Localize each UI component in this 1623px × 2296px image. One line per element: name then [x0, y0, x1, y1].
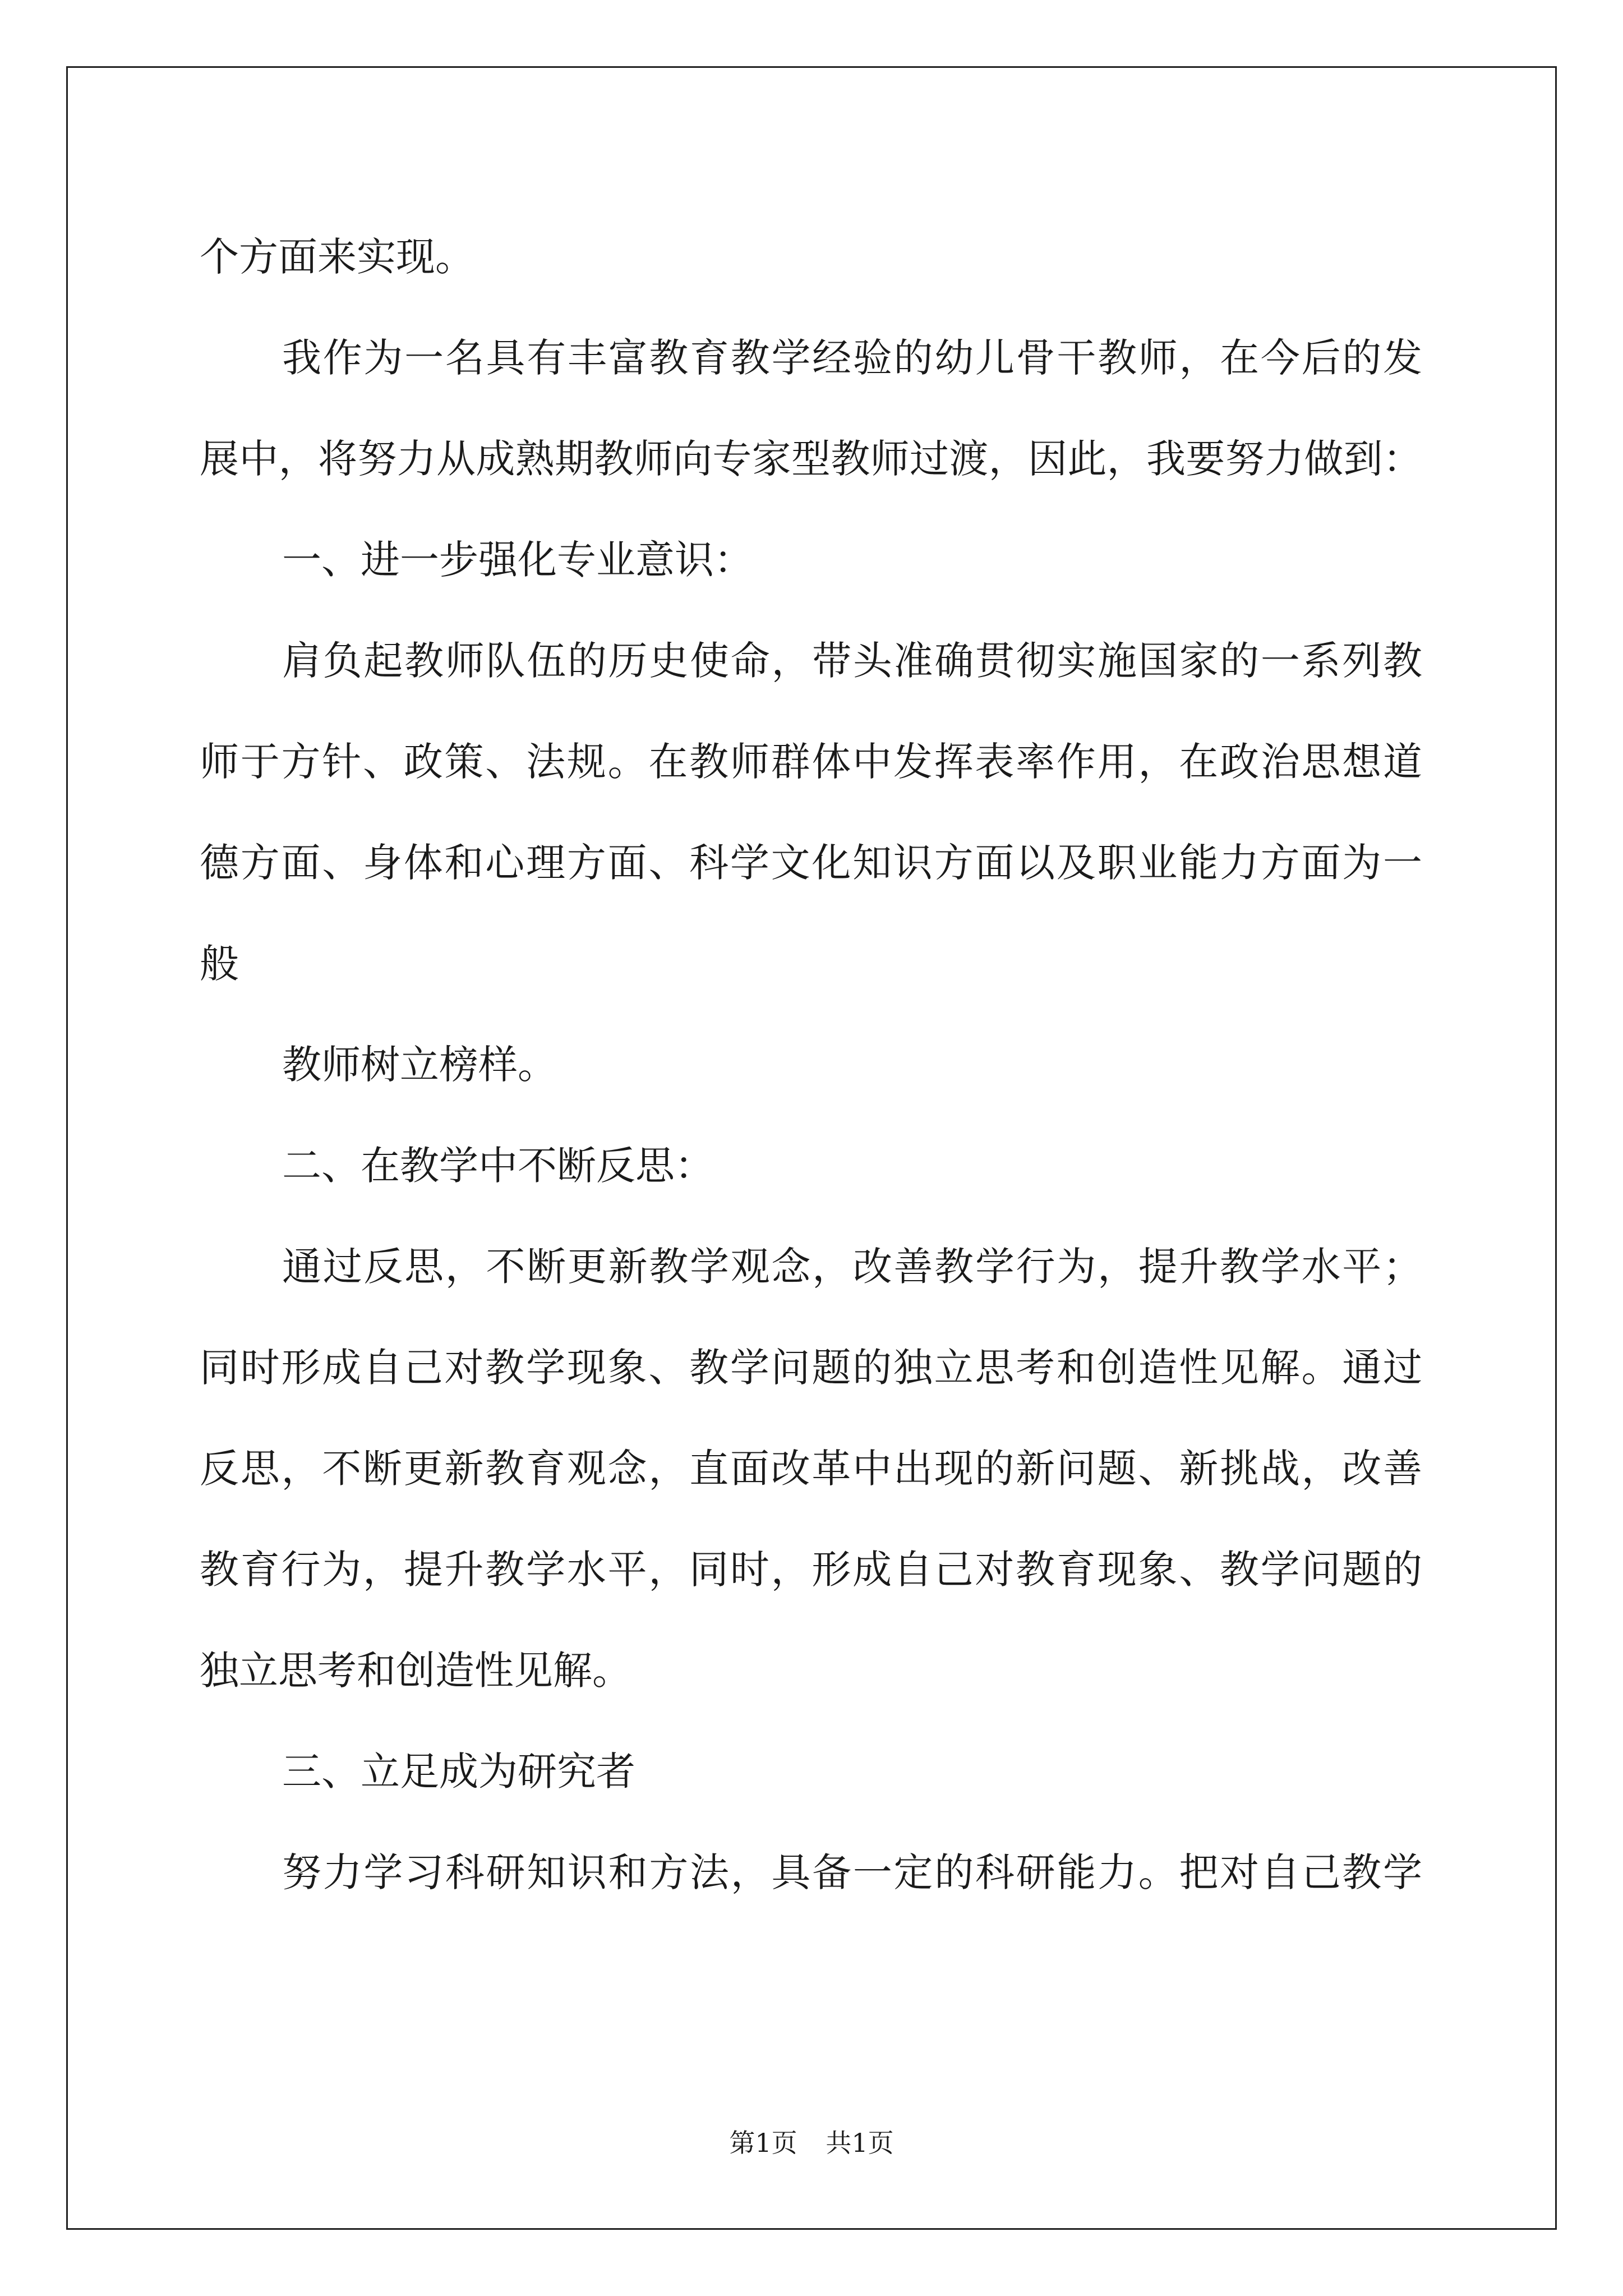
text-line: 我作为一名具有丰富教育教学经验的幼儿骨干教师，在今后的发 [282, 335, 1422, 381]
text-line: 肩负起教师队伍的历史使命，带头准确贯彻实施国家的一系列教 [282, 638, 1422, 684]
text-line: 教育行为，提升教学水平，同时，形成自己对教育现象、教学问题的 [200, 1547, 1422, 1593]
text-line: 二、在教学中不断反思： [282, 1143, 714, 1189]
text-line: 师于方针、政策、法规。在教师群体中发挥表率作用，在政治思想道 [200, 739, 1422, 785]
page-footer [0, 2126, 1623, 2160]
text-line: 个方面来实现。 [200, 234, 474, 280]
text-line: 反思，不断更新教育观念，直面改革中出现的新问题、新挑战，改善 [200, 1446, 1422, 1492]
text-line: 三、立足成为研究者 [282, 1749, 635, 1795]
text-line: 努力学习科研知识和方法，具备一定的科研能力。把对自己教学 [282, 1849, 1422, 1895]
text-line: 德方面、身体和心理方面、科学文化知识方面以及职业能力方面为一 [200, 840, 1422, 886]
document-body [200, 206, 1422, 1923]
text-line: 教师树立榜样。 [282, 1042, 557, 1088]
text-line: 般 [200, 941, 239, 987]
text-line: 通过反思，不断更新教学观念，改善教学行为，提升教学水平； [282, 1244, 1422, 1290]
text-line: 同时形成自己对教学现象、教学问题的独立思考和创造性见解。通过 [200, 1345, 1422, 1391]
text-line: 独立思考和创造性见解。 [200, 1648, 631, 1694]
page-number-total: 共1页 [826, 2128, 894, 2158]
page-number-current: 第1页 [729, 2128, 797, 2158]
text-line: 展中，将努力从成熟期教师向专家型教师过渡，因此，我要努力做到： [200, 436, 1422, 482]
text-line: 一、进一步强化专业意识： [282, 537, 753, 583]
